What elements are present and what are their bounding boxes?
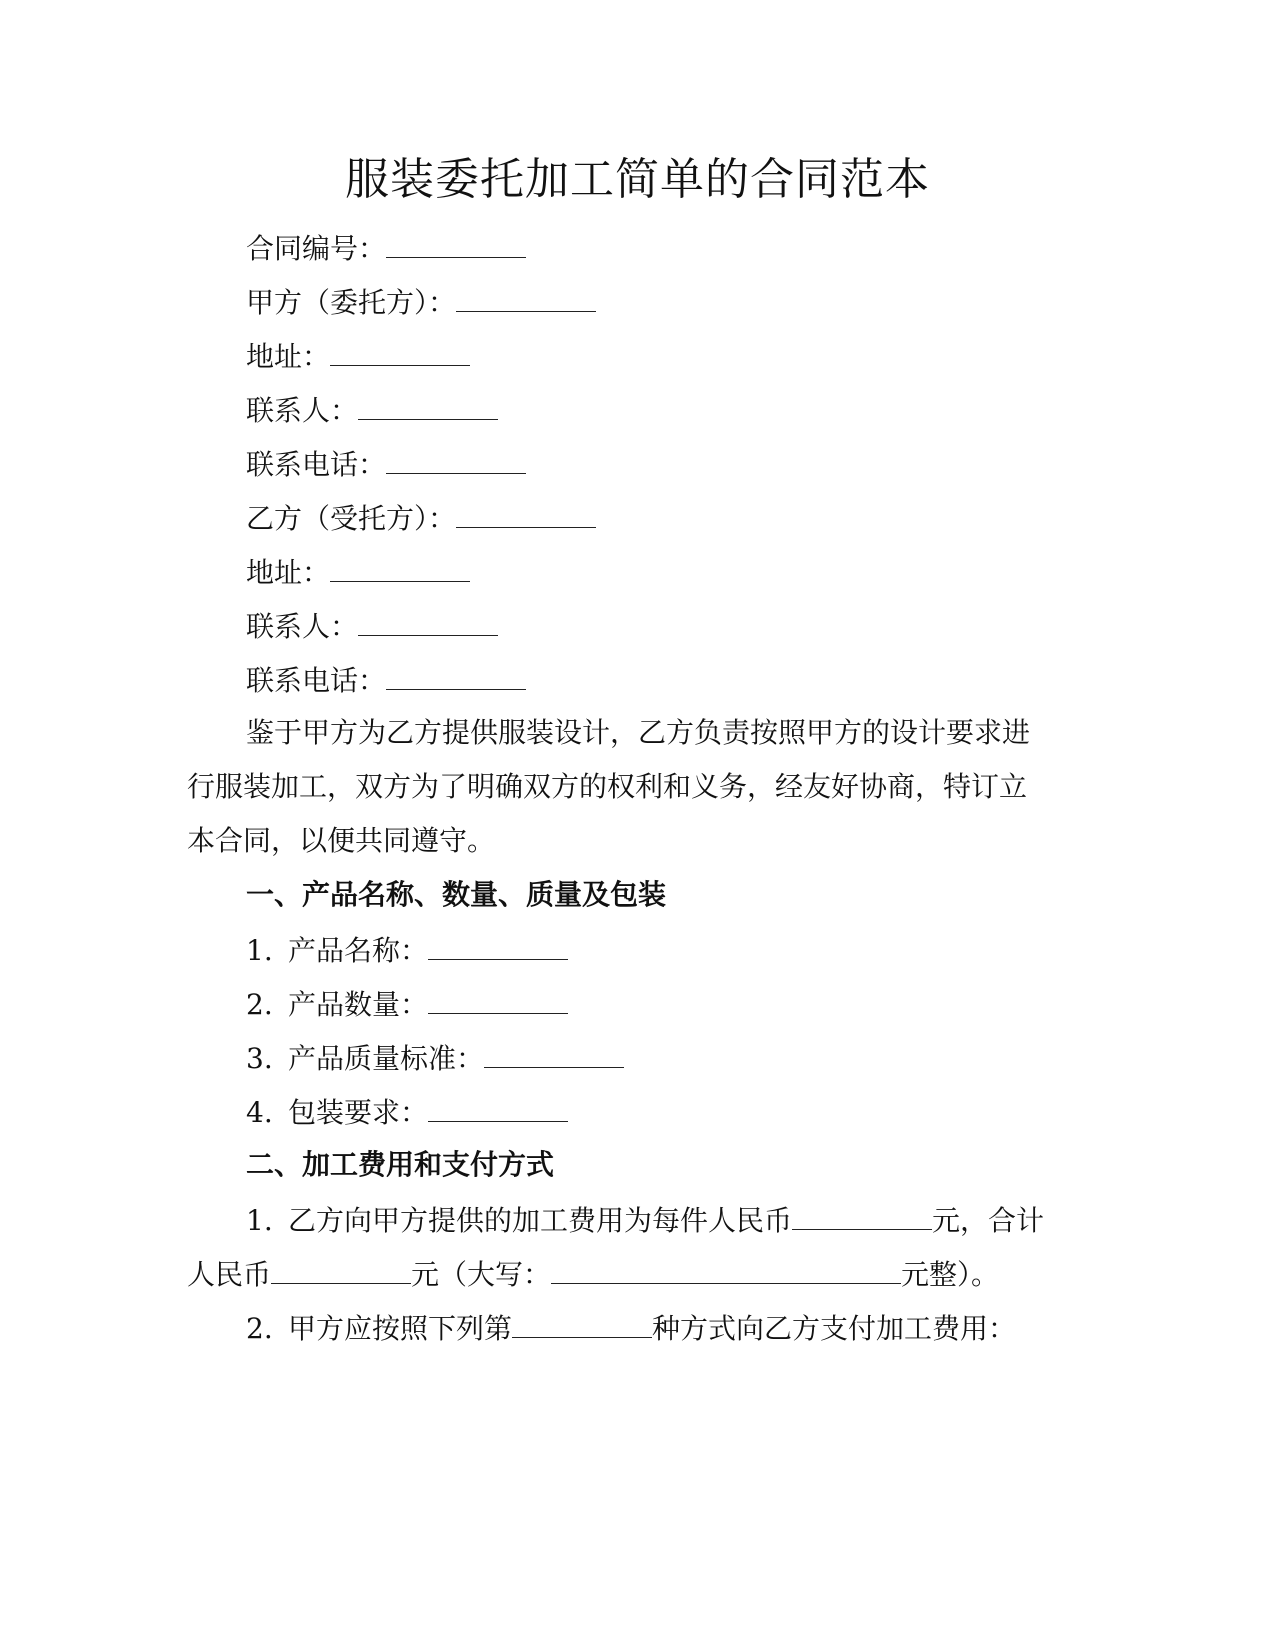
section-1-item <box>246 1037 624 1079</box>
fill-blank[interactable] <box>386 227 526 258</box>
field-party-a <box>246 281 596 323</box>
fill-blank[interactable] <box>271 1253 411 1284</box>
fill-blank[interactable] <box>428 1091 568 1122</box>
field-label: 联系人： <box>246 610 359 643</box>
fill-blank[interactable] <box>428 929 568 960</box>
document-title: 服装委托加工简单的合同范本 <box>345 154 930 205</box>
fill-blank[interactable] <box>330 335 470 366</box>
item-label: 产品质量标准： <box>288 1042 485 1075</box>
item-number: 1. <box>246 1204 273 1237</box>
field-party-b <box>246 497 596 539</box>
section-1-heading: 一、产品名称、数量、质量及包装 <box>246 878 667 911</box>
intro-line-2: 行服装加工，双方为了明确双方的权利和义务，经友好协商，特订立 <box>187 770 1028 803</box>
section-1-item <box>246 929 568 971</box>
section-2-heading: 二、加工费用和支付方式 <box>246 1148 555 1181</box>
section-1-item <box>246 1091 568 1133</box>
field-party-a-address <box>246 335 470 377</box>
field-label: 乙方（受托方）： <box>246 502 457 535</box>
item-number: 1. <box>246 934 273 967</box>
item-text: 人民币 <box>187 1258 272 1291</box>
item-text: 甲方应按照下列第 <box>288 1312 513 1345</box>
section-2-item-1-line-2 <box>187 1253 999 1295</box>
item-number: 4. <box>246 1096 273 1129</box>
field-contract-number <box>246 227 526 269</box>
item-number: 2. <box>246 988 273 1021</box>
field-party-b-address <box>246 551 470 593</box>
section-2-item-1-line-1 <box>246 1199 1044 1241</box>
item-number: 2. <box>246 1312 273 1345</box>
field-party-b-contact <box>246 605 498 647</box>
field-party-a-contact <box>246 389 498 431</box>
fill-blank[interactable] <box>792 1199 932 1230</box>
fill-blank[interactable] <box>456 497 596 528</box>
item-label: 包装要求： <box>288 1096 429 1129</box>
field-label: 地址： <box>246 556 331 589</box>
item-number: 3. <box>246 1042 273 1075</box>
field-label: 联系电话： <box>246 664 387 697</box>
intro-line-1: 鉴于甲方为乙方提供服装设计，乙方负责按照甲方的设计要求进 <box>246 716 1031 749</box>
field-party-b-phone <box>246 659 526 701</box>
fill-blank[interactable] <box>428 983 568 1014</box>
field-label: 联系人： <box>246 394 359 427</box>
item-text: 种方式向乙方支付加工费用： <box>652 1312 1017 1345</box>
field-label: 合同编号： <box>246 232 387 265</box>
item-label: 产品名称： <box>288 934 429 967</box>
item-label: 产品数量： <box>288 988 429 1021</box>
field-label: 地址： <box>246 340 331 373</box>
fill-blank[interactable] <box>358 389 498 420</box>
fill-blank[interactable] <box>330 551 470 582</box>
fill-blank[interactable] <box>386 443 526 474</box>
fill-blank[interactable] <box>512 1307 652 1338</box>
item-text: 元整）。 <box>901 1258 1000 1291</box>
item-text: 元，合计 <box>932 1204 1045 1237</box>
intro-line-3: 本合同，以便共同遵守。 <box>187 824 496 857</box>
field-label: 甲方（委托方）： <box>246 286 457 319</box>
item-text: 元（大写： <box>411 1258 552 1291</box>
section-2-item-2 <box>246 1307 1016 1349</box>
field-label: 联系电话： <box>246 448 387 481</box>
fill-blank[interactable] <box>484 1037 624 1068</box>
fill-blank[interactable] <box>358 605 498 636</box>
fill-blank[interactable] <box>386 659 526 690</box>
field-party-a-phone <box>246 443 526 485</box>
fill-blank[interactable] <box>456 281 596 312</box>
section-1-item <box>246 983 568 1025</box>
fill-blank[interactable] <box>551 1253 901 1284</box>
item-text: 乙方向甲方提供的加工费用为每件人民币 <box>288 1204 793 1237</box>
